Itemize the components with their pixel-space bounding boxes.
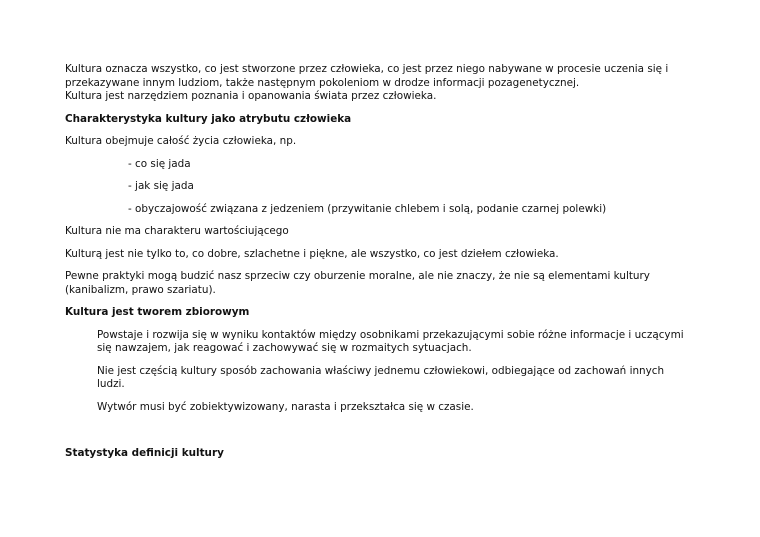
list-item bbox=[65, 401, 695, 415]
paragraph: Pewne praktyki mogą budzić nasz sprzeciw czy oburzenie moralne, ale nie znaczy, że nie są elementami kultury (kanibalizm, prawo szariatu). bbox=[65, 270, 650, 296]
section-heading-statistics: Statystyka definicji kultury bbox=[65, 447, 224, 459]
list-item-text: Nie jest częścią kultury sposób zachowania właściwy jednemu człowiekowi, odbiegające od zachowań innych ludzi. bbox=[97, 364, 665, 390]
paragraph: Kultura nie ma charakteru wartościującego bbox=[65, 225, 289, 237]
section-heading-characteristics: Charakterystyka kultury jako atrybutu człowieka bbox=[65, 112, 352, 125]
list-item bbox=[65, 329, 695, 356]
paragraph: Kulturą jest nie tylko to, co dobre, szlachetne i piękne, ale wszystko, co jest dziełem człowieka. bbox=[65, 247, 559, 260]
section-heading-collective: Kultura jest tworem zbiorowym bbox=[65, 306, 250, 318]
paragraph-lead: Kultura obejmuje całość życia człowieka, np. bbox=[65, 135, 297, 147]
intro-paragraph-2: Kultura jest narzędziem poznania i opanowania świata przez człowieka. bbox=[65, 90, 437, 102]
blank-line bbox=[65, 414, 695, 438]
example-item: - jak się jada bbox=[128, 180, 194, 192]
example-item: - co się jada bbox=[128, 157, 191, 170]
example-item: - obyczajowość związana z jedzeniem (przywitanie chlebem i solą, podanie czarnej polewki) bbox=[128, 202, 607, 215]
bullet-list bbox=[65, 329, 695, 415]
list-item bbox=[65, 365, 695, 392]
document-page bbox=[65, 63, 695, 461]
list-item-text: Wytwór musi być zobiektywizowany, narasta i przekształca się w czasie. bbox=[97, 400, 474, 413]
list-item-text: Powstaje i rozwija się w wyniku kontaktów między osobnikami przekazującymi sobie różne informacje i uczącymi się nawzajem, jak reagować i zachowywać się w rozmaitych sytuacjach. bbox=[97, 328, 684, 354]
intro-paragraph: Kultura oznacza wszystko, co jest stworzone przez człowieka, co jest przez niego nabywane w procesie uczenia się i przekazywane innym ludziom, także następnym pokoleniom w drodze informacji pozagenetycznej. bbox=[65, 63, 669, 89]
